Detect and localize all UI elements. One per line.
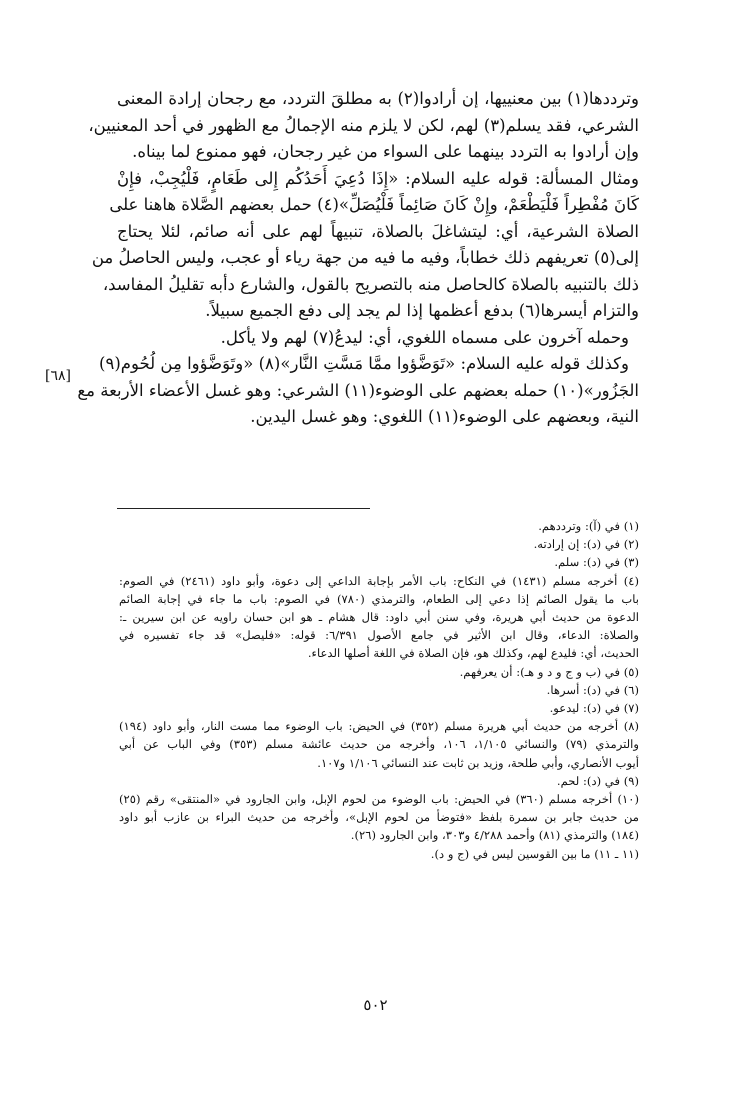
- footnote-continued: الحديث، أي: فليدع لهم، وكذلك هو، فإن الصلاة في اللغة أصلها الدعاء.: [307, 646, 639, 661]
- body-line: إلى(٥) تعريفهم ذلك خطاباً، وفيه ما فيه من جهة رياء أو عجب، وليس الحاصلُ من: [91, 248, 639, 267]
- footnote-continued: باب ما يقول الصائم إذا دعي إلى الطعام، والترمذي (٧٨٠) في الصوم: باب ما جاء في إجابة الصائم: [119, 591, 640, 606]
- body-line: الصلاة الشرعية، أي: ليتشاغلَ بالصلاة، تنبيهاً لهم على أنه صائم، لئلا يحتاج: [117, 221, 639, 241]
- footnote-separator: [117, 508, 370, 509]
- footnote-continued: أيوب الأنصاري، وأبي طلحة، وزيد بن ثابت عند النسائي ١/١٠٦ و١٠٧.: [317, 755, 639, 770]
- body-line: النية، وبعضهم على الوضوء(١١) اللغوي: وهو غسل اليدين.: [250, 407, 639, 426]
- footnote: (٤) أخرجه مسلم (١٤٣١) في النكاح: باب الأمر بإجابة الداعي إلى دعوة، وأبو داود (٢٤٦١) في الصوم:: [119, 573, 639, 588]
- body-line: وإن أرادوا به التردد بينهما على السواء من غير رجحان، فهو ممنوع لما بيناه.: [132, 142, 639, 161]
- footnote-continued: والصلاة: الدعاء، وقال ابن الأثير في جامع الأصول ٦/٣٩١: قوله: «فليصل» قد جاء تفسيره في: [119, 628, 639, 643]
- footnote: (٧) في (د): ليدعو.: [549, 701, 639, 716]
- footnote: (٥) في (ب و ج و د و هـ): أن يعرفهم.: [459, 664, 639, 679]
- body-line: وحمله آخرون على مسماه اللغوي، أي: ليدعُ(٧) لهم ولا يأكل.: [220, 327, 629, 347]
- body-line: الشرعي، فقد يسلم(٣) لهم، لكن لا يلزم منه الإجمالُ مع الظهور في أحد المعنيين،: [88, 115, 639, 135]
- footnote-continued: من حديث جابر بن سمرة بلفظ «فتوضأ من لحوم الإبل»، وأخرجه من حديث البراء بن عازب أبو داود: [119, 810, 639, 825]
- footnotes: [119, 517, 639, 863]
- body-line: كَانَ مُفْطِراً فَلْيَطْعَمْ، وإِنْ كَانَ صَائِماً فَلْيُصَلِّ»(٤) حمل بعضهم الصَّلاة هاهنا على: [109, 195, 639, 214]
- page-number: ٥٠٢: [363, 996, 388, 1014]
- body-line: وكذلك قوله عليه السلام: «تَوَضَّؤوا ممَّا مَسَّتِ النَّار»(٨) «وتَوَضَّؤوا مِن لُحُوم(٩): [99, 354, 629, 373]
- body-line: ذلك بالتنبيه بالصلاة كالحاصل منه بالتصريح بالقول، والشارع دأبه تقليلُ المفاسد،: [102, 274, 639, 294]
- footnote: (٣) في (د): سلم.: [554, 555, 639, 570]
- body-line: والتزام أيسرها(٦) بدفع أعظمها إذا لم يجد إلى دفع الجميع سبيلاً.: [205, 301, 639, 320]
- footnote: (١٠) أخرجه مسلم (٣٦٠) في الحيض: باب الوضوء من لحوم الإبل، وابن الجارود في «المنتقى» رقم (٢٥): [119, 792, 639, 807]
- footnote: (١١ ـ ١١) ما بين القوسين ليس في (ج و د).: [430, 846, 639, 861]
- footnote: (٩) في (د): لحم.: [556, 773, 639, 788]
- footnote: (٦) في (د): أسرها.: [546, 682, 639, 697]
- main-text: [77, 86, 639, 431]
- footnote: (٨) أخرجه من حديث أبي هريرة مسلم (٣٥٢) في الحيض: باب الوضوء مما مست النار، وأبو داود (١٩٤): [119, 719, 640, 734]
- footnote-continued: الدعوة من حديث أبي هريرة، وفي سنن أبي داود: قال هشام ـ هو ابن حسان راويه عن ابن سيرين ـ:: [119, 610, 639, 625]
- margin-section-number: [٦٨]: [45, 368, 71, 384]
- body-line: الجَزُور»(١٠) حمله بعضهم على الوضوء(١١) الشرعي: وهو غسل الأعضاء الأربعة مع: [77, 380, 639, 400]
- body-line: وترددها(١) بين معنييها، إن أرادوا(٢) به مطلقَ التردد، مع رجحان إرادة المعنى: [117, 89, 639, 108]
- footnote-continued: والترمذي (٧٩) والنسائي ١/١٠٥، ١٠٦، وأخرجه من حديث عائشة مسلم (٣٥٣) وفي الباب عن أبي: [119, 737, 640, 752]
- body-line: ومثال المسألة: قوله عليه السلام: «إِذَا دُعِيَ أَحَدُكُم إِلى طَعَامٍ، فَلْيُجِبْ، فإِنْ: [117, 168, 639, 188]
- footnote: (٢) في (د): إن إرادته.: [533, 537, 639, 552]
- footnote-continued: (١٨٤) والترمذي (٨١) وأحمد ٤/٢٨٨ و٣٠٣، وابن الجارود (٢٦).: [350, 828, 639, 843]
- footnote: (١) في (آ): وترددهم.: [538, 519, 639, 533]
